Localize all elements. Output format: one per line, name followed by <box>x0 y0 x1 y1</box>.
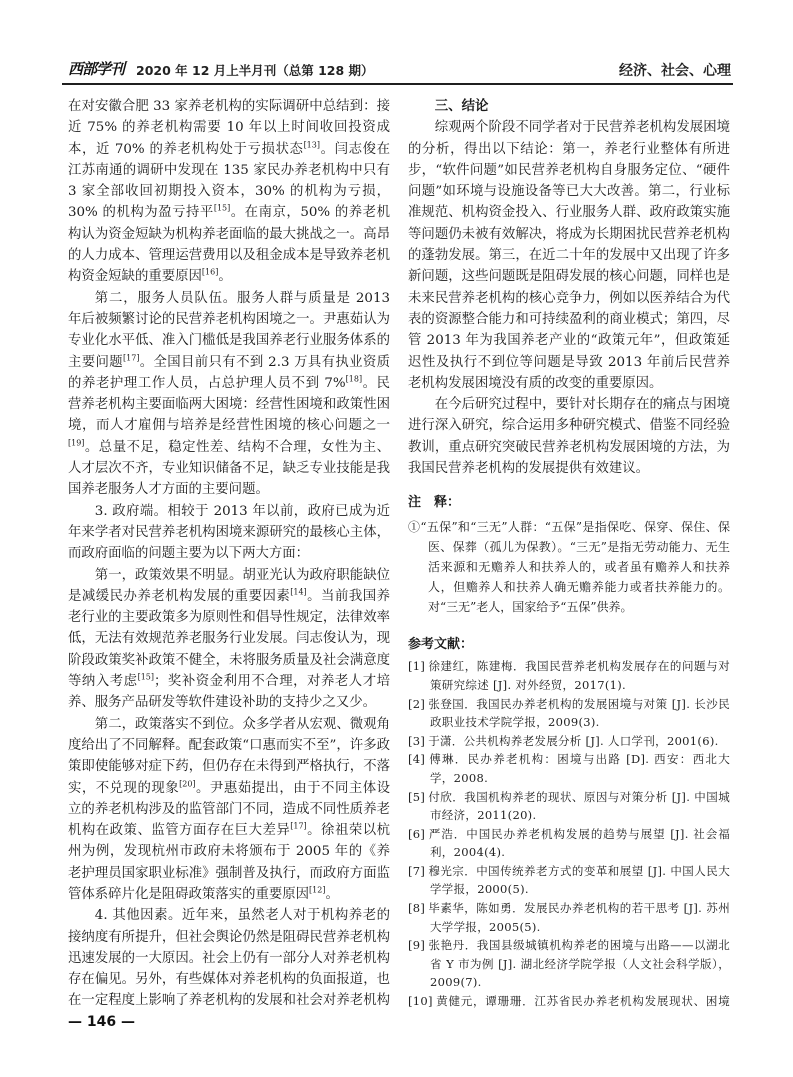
right-column <box>408 96 730 1011</box>
reference-number: [5] <box>408 789 426 804</box>
left-column <box>68 96 390 1011</box>
reference-list <box>408 657 730 1011</box>
journal-logo: 西部学刊 <box>68 60 125 78</box>
reference-number: [2] <box>408 696 426 711</box>
body-paragraph: 综观两个阶段不同学者对于民营养老机构发展困境的分析，得出以下结论：第一，养老行业整体有所进步，“软件问题”如民营养老机构自身服务定位、“硬件问题”如环境与设施设备等已大大改善。第二，行业标准规范、机构资金投入、行业服务人群、政府政策实施等问题仍未被有效解决，将成为长期困扰民营养老机构的蓬勃发展。第三，在近二十年的发展中又出现了许多新问题，这些问题既是阻碍发展的核心问题，同样也是未来民营养老机构的核心竞争力，例如以医养结合为代表的资源整合能力和可持续盈利的商业模式；第四，尽管 2013 年为我国养老产业的“政策元年”，但政策延迟性及执行不到位等问题是导致 2013 年前后民营养老机构发展困境没有质的改变的重要原因。 <box>408 120 730 391</box>
page-number: — 146 — <box>68 1014 135 1030</box>
reference-item <box>408 899 730 936</box>
reference-text: 付欣．我国机构养老的现状、原因与对策分析 [J]. 中国城市经济，2011(20). <box>428 789 730 823</box>
section-heading-conclusion: 三、结论 <box>434 99 489 114</box>
reference-item <box>408 695 730 732</box>
reference-item <box>408 657 730 694</box>
reference-text: 黄健元，谭珊珊．江苏省民办养老机构发展现状、困境 <box>435 994 730 1009</box>
notes-title: 注 释： <box>408 495 461 511</box>
section-title: 经济、社会、心理 <box>619 63 731 79</box>
reference-number: [4] <box>408 752 426 767</box>
body-paragraph: 3. 政府端。相较于 2013 年以前，政府已成为近年来学者对民营养老机构困境来源研究的最核心主体，而政府面临的问题主要为以下两大方面： <box>68 503 390 562</box>
reference-number: [6] <box>408 826 426 841</box>
reference-number: [7] <box>408 863 426 878</box>
citation-marker: [15] <box>213 204 231 214</box>
body-paragraph: 在对安徽合肥 33 家养老机构的实际调研中总结到：接近 75% 的养老机构需要 10 年以上时间收回投资成本，近 70% 的养老机构处于亏损状态[13]。闫志俊在江苏南通的调研中发现在 135 家民办养老机构中只有 3 家全部收回初期投入资本，30% 的机构为亏损，30% 的机构为盈亏持平[15]。在南京，50% 的养老机构认为资金短缺为机构养老面临的最大挑战之一。高昂的人力成本、管理运营费用以及租金成本是导致养老机构资金短缺的重要原因[16]。 <box>68 99 390 285</box>
body-paragraph: 在今后研究过程中，要针对长期存在的痛点与困境进行深入研究，综合运用多种研究模式、借鉴不同经验教训，重点研究突破民营养老机构发展困境的方法，为我国民营养老机构的发展提供有效建议。 <box>408 397 730 477</box>
body-paragraph: 4. 其他因素。近年来，虽然老人对于机构养老的接纳度有所提升，但社会舆论仍然是阻碍民营养老机构迅速发展的一大原因。社会上仍有一部分人对养老机构存在偏见。另外，有些媒体对养老机构的负面报道，也在一定程度上影响了养老机构的发展和社会对养老机构 <box>68 908 390 1009</box>
reference-text: 张登国．我国民办养老机构的发展困境与对策 [J]. 长沙民政职业技术学院学报，2009(3). <box>428 696 730 730</box>
citation-marker: [15] <box>137 672 154 682</box>
reference-item <box>408 862 730 899</box>
reference-text: 徐建红，陈建梅．我国民营养老机构发展存在的问题与对策研究综述 [J]. 对外经贸，2017(1). <box>428 659 730 692</box>
citation-marker: [13] <box>303 140 320 150</box>
citation-marker: [19] <box>68 438 85 448</box>
body-paragraph: 第一，政策效果不明显。胡亚光认为政府职能缺位是减缓民办养老机构发展的重要因素[14]。当前我国养老行业的主要政策多为原则性和倡导性规定，法律效率低，无法有效规范养老服务行业发展。闫志俊认为，现阶段政策奖补政策不健全，未将服务质量及社会满意度等纳入考虑[15]；奖补资金利用不合理，对养老人才培养、服务产品研发等软件建设补助的支持少之又少。 <box>68 567 390 711</box>
right-body-text <box>408 117 730 479</box>
reference-text: 张艳丹．我国县级城镇机构养老的困境与出路——以湖北省 Y 市为例 [J]. 湖北经济学院学报（人文社会科学版），2009(7). <box>428 938 730 990</box>
reference-item <box>408 992 730 1011</box>
reference-item <box>408 788 730 825</box>
reference-item <box>408 750 730 787</box>
reference-item <box>408 732 730 751</box>
reference-number: [10] <box>408 994 433 1009</box>
body-paragraph: 第二，服务人员队伍。服务人群与质量是 2013 年后被频繁讨论的民营养老机构困境之一。尹惠茹认为专业化水平低、准入门槛低是我国养老行业服务体系的主要问题[17]。全国目前只有不到 2.3 万具有执业资质的养老护理工作人员，占总护理人员不到 7%[18]。民营养老机构主要面临两大困境：经营性困境和政策性困境，而人才雇佣与培养是经营性困境的核心问题之一[19]。总量不足，稳定性差、结构不合理，女性为主、人才层次不齐，专业知识储备不足，缺乏专业技能是我国养老服务人才方面的主要问题。 <box>68 290 390 498</box>
reference-text: 毕素华，陈如勇．发展民办养老机构的若干思考 [J]. 苏州大学学报，2005(5). <box>428 901 730 934</box>
reference-number: [9] <box>408 938 426 953</box>
note-item: ①“五保”和“三无”人群：“五保”是指保吃、保穿、保住、保医、保葬（孤儿为保教）。“三无”是指无劳动能力、无生活来源和无赡养人和扶养人的，或者虽有赡养人和扶养人，但赡养人和扶养人确无赡养能力或者扶养能力的。对“三无”老人，国家给予“五保”供养。 <box>408 520 730 615</box>
references-title: 参考文献： <box>408 637 474 653</box>
reference-item <box>408 936 730 992</box>
reference-item <box>408 825 730 862</box>
body-paragraph: 第二，政策落实不到位。众多学者从宏观、微观角度给出了不同解释。配套政策“口惠而实不至”，许多政策即使能够对症下药，但仍存在未得到严格执行，不落实，不兑现的现象[20]。尹惠茹提出，由于不同主体设立的养老机构涉及的监管部门不同，造成不同性质养老机构在政策、监管方面存在巨大差异[17]。徐祖荣以杭州为例，发现杭州市政府未将颁布于 2005 年的《养老护理员国家职业标准》强制普及执行，而政府方面监管体系碎片化是阻碍政策落实的重要原因[12]。 <box>68 716 390 902</box>
issue-info: 2020 年 12 月上半月刊（总第 128 期） <box>136 63 374 78</box>
citation-marker: [14] <box>290 587 307 597</box>
citation-marker: [17] <box>123 353 140 363</box>
citation-marker: [12] <box>309 885 326 895</box>
reference-text: 于潇．公共机构养老发展分析 [J]. 人口学刊，2001(6). <box>428 733 719 748</box>
reference-text: 严浩．中国民办养老机构发展的趋势与展望 [J]. 社会福利，2004(4). <box>428 826 730 860</box>
reference-text: 傅琳．民办养老机构：困境与出路 [D]. 西安：西北大学，2008. <box>428 752 730 785</box>
citation-marker: [20] <box>179 779 196 789</box>
reference-number: [3] <box>408 733 426 748</box>
running-header <box>62 56 733 85</box>
reference-number: [8] <box>408 901 426 916</box>
citation-marker: [17] <box>290 821 307 831</box>
left-body-text <box>68 96 390 1011</box>
reference-text: 穆光宗．中国传统养老方式的变革和展望 [J]. 中国人民大学学报，2000(5). <box>428 863 730 897</box>
reference-number: [1] <box>408 659 426 674</box>
citation-marker: [18] <box>345 374 363 384</box>
citation-marker: [16] <box>201 267 219 277</box>
